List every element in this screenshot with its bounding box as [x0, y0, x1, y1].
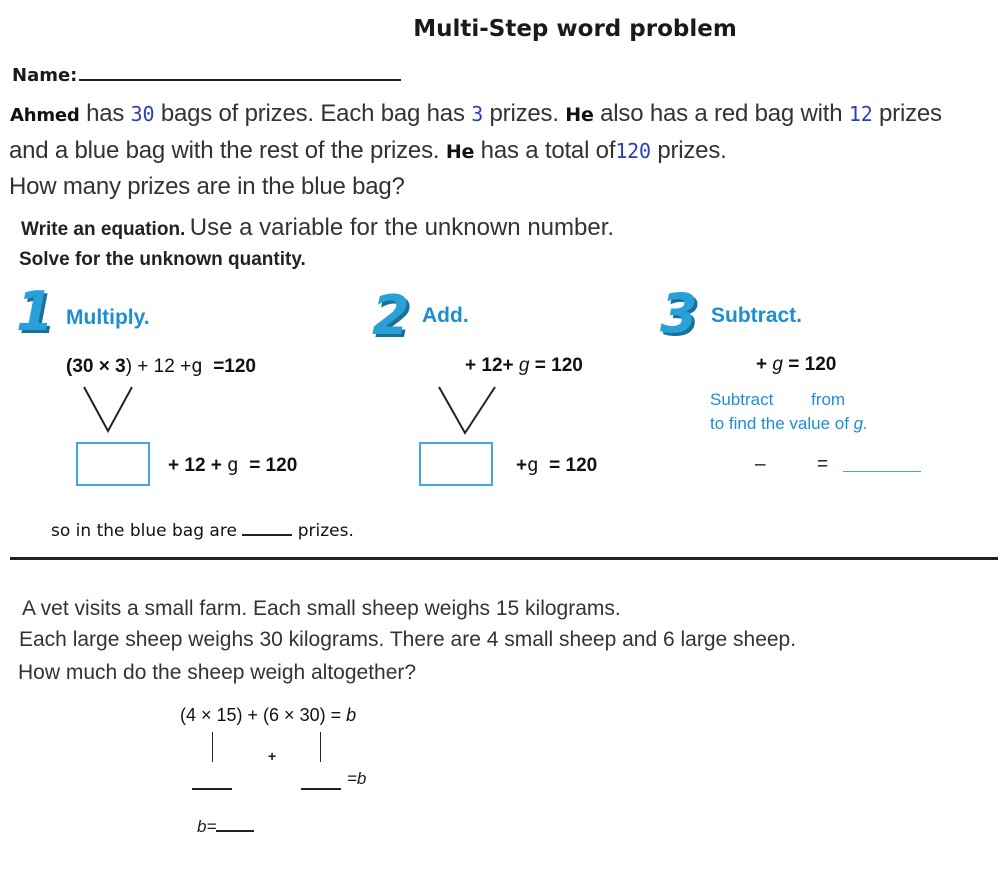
name-label: Name:	[12, 65, 78, 86]
section-divider	[10, 557, 998, 560]
problem2-answer	[197, 814, 254, 837]
p1-text3: prizes.	[489, 100, 559, 127]
step1-row2-left: + 12 +	[168, 455, 222, 476]
step1-row2-right: = 120	[249, 455, 298, 476]
problem2-answer-blank[interactable]	[216, 814, 254, 832]
p1-number-12: 12	[848, 102, 873, 126]
instruction-write-rest: Use a variable for the unknown number.	[189, 214, 615, 241]
step1-label: Multiply.	[66, 306, 150, 329]
step2-number-icon: 2	[372, 284, 410, 347]
problem2-line1: A vet visits a small farm. Each small sheep weighs 15 kilograms.	[22, 597, 621, 620]
p1-text7: prizes.	[657, 137, 727, 164]
p1-text5: prizes	[879, 100, 942, 127]
conclusion-line	[51, 520, 354, 541]
conclusion-blank[interactable]	[242, 520, 292, 536]
step1-eq-var: g	[191, 355, 203, 377]
step3-answer-blank[interactable]	[843, 471, 921, 472]
problem2-plus: +	[268, 748, 277, 764]
step3-number-icon: 3	[660, 282, 698, 345]
problem1-line1	[10, 100, 942, 128]
step1-answer-box[interactable]	[76, 442, 150, 486]
p1-he-2: He	[445, 141, 475, 163]
instruction-solve: Solve for the unknown quantity.	[19, 249, 306, 270]
problem2-line2: Each large sheep weighs 30 kilograms. There are 4 small sheep and 6 large sheep.	[19, 628, 797, 651]
problem2-question: How much do the sheep weigh altogether?	[18, 661, 417, 684]
p1-number-30: 30	[130, 102, 155, 126]
problem2-equation	[180, 705, 356, 726]
problem2-blank-right[interactable]	[301, 788, 341, 790]
p1-line2a: and a blue bag with the rest of the prizes.	[9, 137, 440, 164]
step1-row2-var: g	[227, 454, 239, 476]
conclusion-text-b: prizes.	[297, 521, 354, 541]
problem2-branch-right	[320, 732, 321, 762]
instruction-write-bold: Write an equation.	[21, 219, 186, 240]
p1-text2: bags of prizes. Each bag has	[160, 100, 465, 127]
step1-row2	[168, 454, 297, 477]
step2-row2-var: g	[527, 454, 539, 476]
step3-equation	[756, 354, 836, 376]
step1-number-icon: 1	[16, 280, 54, 343]
step1-eq-right: =120	[213, 356, 256, 377]
conclusion-text-a: so in the blue bag are	[51, 521, 237, 541]
p1-text4: also has a red bag with	[600, 100, 843, 127]
step3-label: Subtract.	[711, 304, 803, 327]
step2-eq-var: g	[518, 355, 530, 376]
p1-number-120: 120	[615, 139, 651, 163]
step3-eq-var: g	[772, 354, 783, 375]
p1-text6: has a total of	[480, 137, 616, 164]
problem1-question: How many prizes are in the blue bag?	[9, 173, 405, 200]
step1-eq-mid: ) + 12 +	[125, 356, 192, 377]
step3-eq-right: = 120	[788, 354, 837, 375]
step3-eq-left: +	[756, 354, 768, 375]
instruction-write	[21, 214, 614, 242]
step3-hint-line2	[710, 414, 868, 434]
name-blank[interactable]	[79, 61, 401, 81]
step2-row2	[516, 454, 597, 477]
problem2-blank-left[interactable]	[192, 788, 232, 790]
p1-text1: has	[86, 100, 125, 127]
step2-answer-box[interactable]	[419, 442, 493, 486]
p1-number-3: 3	[471, 102, 484, 126]
step3-hint-text: to find the value of	[710, 414, 849, 433]
step2-row2-right: = 120	[549, 455, 598, 476]
name-field[interactable]	[12, 61, 401, 86]
step2-label: Add.	[422, 304, 469, 327]
step1-eq-left: (30 × 3	[66, 356, 126, 377]
step2-row2-left: +	[516, 455, 528, 476]
step1-branch-icon	[82, 385, 134, 433]
problem2-eq-text: (4 × 15) + (6 × 30) =	[180, 705, 342, 725]
step2-eq-left: + 12+	[465, 355, 514, 376]
step2-eq-right: = 120	[534, 355, 583, 376]
problem2-eq-var: b	[346, 705, 357, 725]
page-title: Multi-Step word problem	[413, 16, 737, 42]
problem2-result: =b	[347, 769, 367, 788]
step2-branch-icon	[437, 385, 497, 435]
step3-hint-var: g.	[853, 414, 868, 433]
step3-hint-line1: Subtract from	[710, 390, 846, 409]
step2-equation	[465, 355, 583, 377]
step1-equation	[66, 355, 256, 378]
ahmed-name: Ahmed	[10, 105, 80, 126]
problem1-line2	[9, 137, 727, 165]
step3-minus: –	[755, 454, 766, 475]
step3-equals: =	[817, 454, 829, 475]
problem2-branch-left	[212, 732, 213, 762]
p1-he-1: He	[565, 104, 594, 126]
problem2-answer-label: b=	[197, 817, 217, 836]
